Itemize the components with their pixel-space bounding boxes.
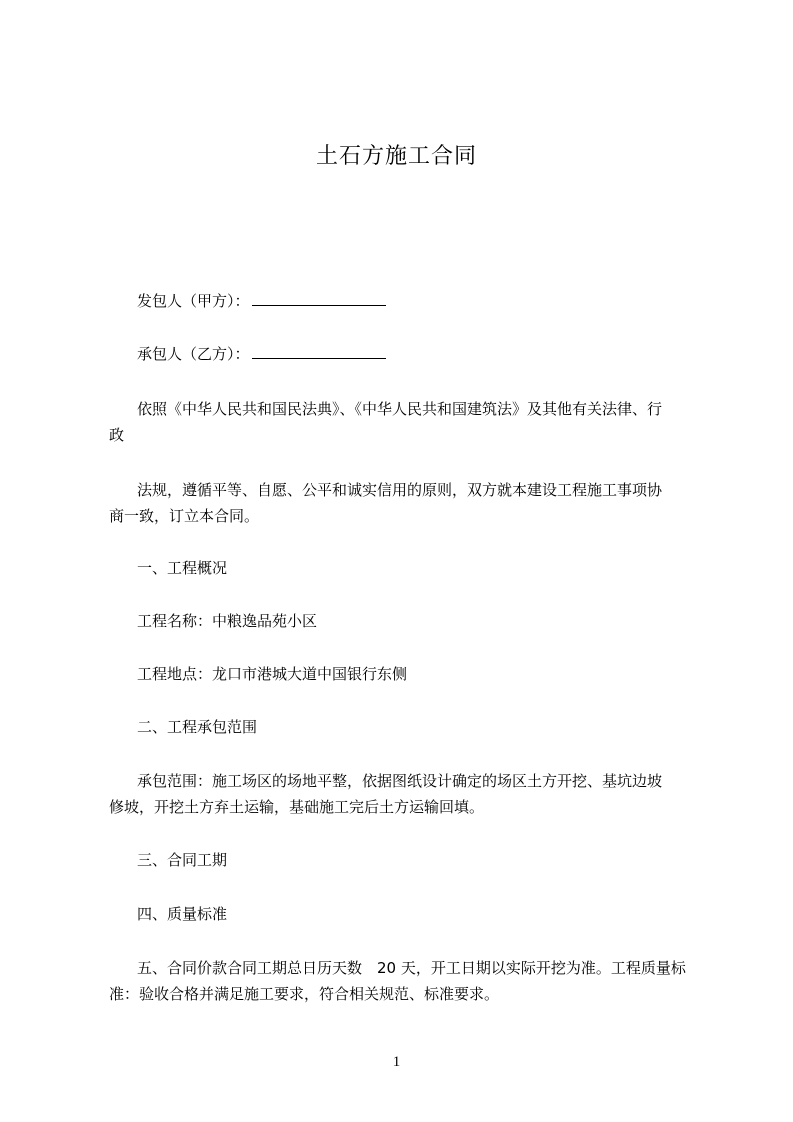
party-a-blank [252, 291, 386, 306]
document-title: 土石方施工合同 [315, 144, 477, 169]
page-number: 1 [392, 1054, 401, 1070]
project-location: 工程地点：龙口市港城大道中国银行东侧 [137, 665, 408, 683]
project-name: 工程名称：中粮逸品苑小区 [137, 612, 318, 630]
section-1-heading: 一、工程概况 [137, 559, 228, 577]
intro-line-1: 依照《中华人民共和国民法典》、《中华人民共和国建筑法》及其他有关法律、行 [137, 400, 663, 418]
party-b-line [109, 341, 719, 367]
scope-line-1: 承包范围：施工场区的场地平整，依据图纸设计确定的场区土方开挖、基坑边坡 [137, 772, 663, 790]
party-b-label: 承包人（乙方）： [137, 345, 250, 363]
party-a-line [109, 288, 719, 314]
section-5-line-1: 五、合同价款合同工期总日历天数 20 天，开工日期以实际开挖为准。工程质量标 [137, 959, 686, 977]
section-2-heading: 二、工程承包范围 [137, 718, 258, 736]
intro-line-4: 商一致，订立本合同。 [109, 507, 260, 525]
section-3-heading: 三、合同工期 [137, 851, 228, 869]
scope-line-2: 修坡，开挖土方弃土运输，基础施工完后土方运输回填。 [109, 798, 485, 816]
party-a-label: 发包人（甲方）： [137, 292, 250, 310]
section-4-heading: 四、质量标准 [137, 905, 228, 923]
section-5-line-2: 准：验收合格并满足施工要求，符合相关规范、标准要求。 [109, 985, 500, 1003]
intro-line-2: 政 [109, 426, 125, 444]
party-b-blank [252, 344, 386, 359]
intro-line-3: 法规，遵循平等、自愿、公平和诚实信用的原则，双方就本建设工程施工事项协 [137, 481, 663, 499]
